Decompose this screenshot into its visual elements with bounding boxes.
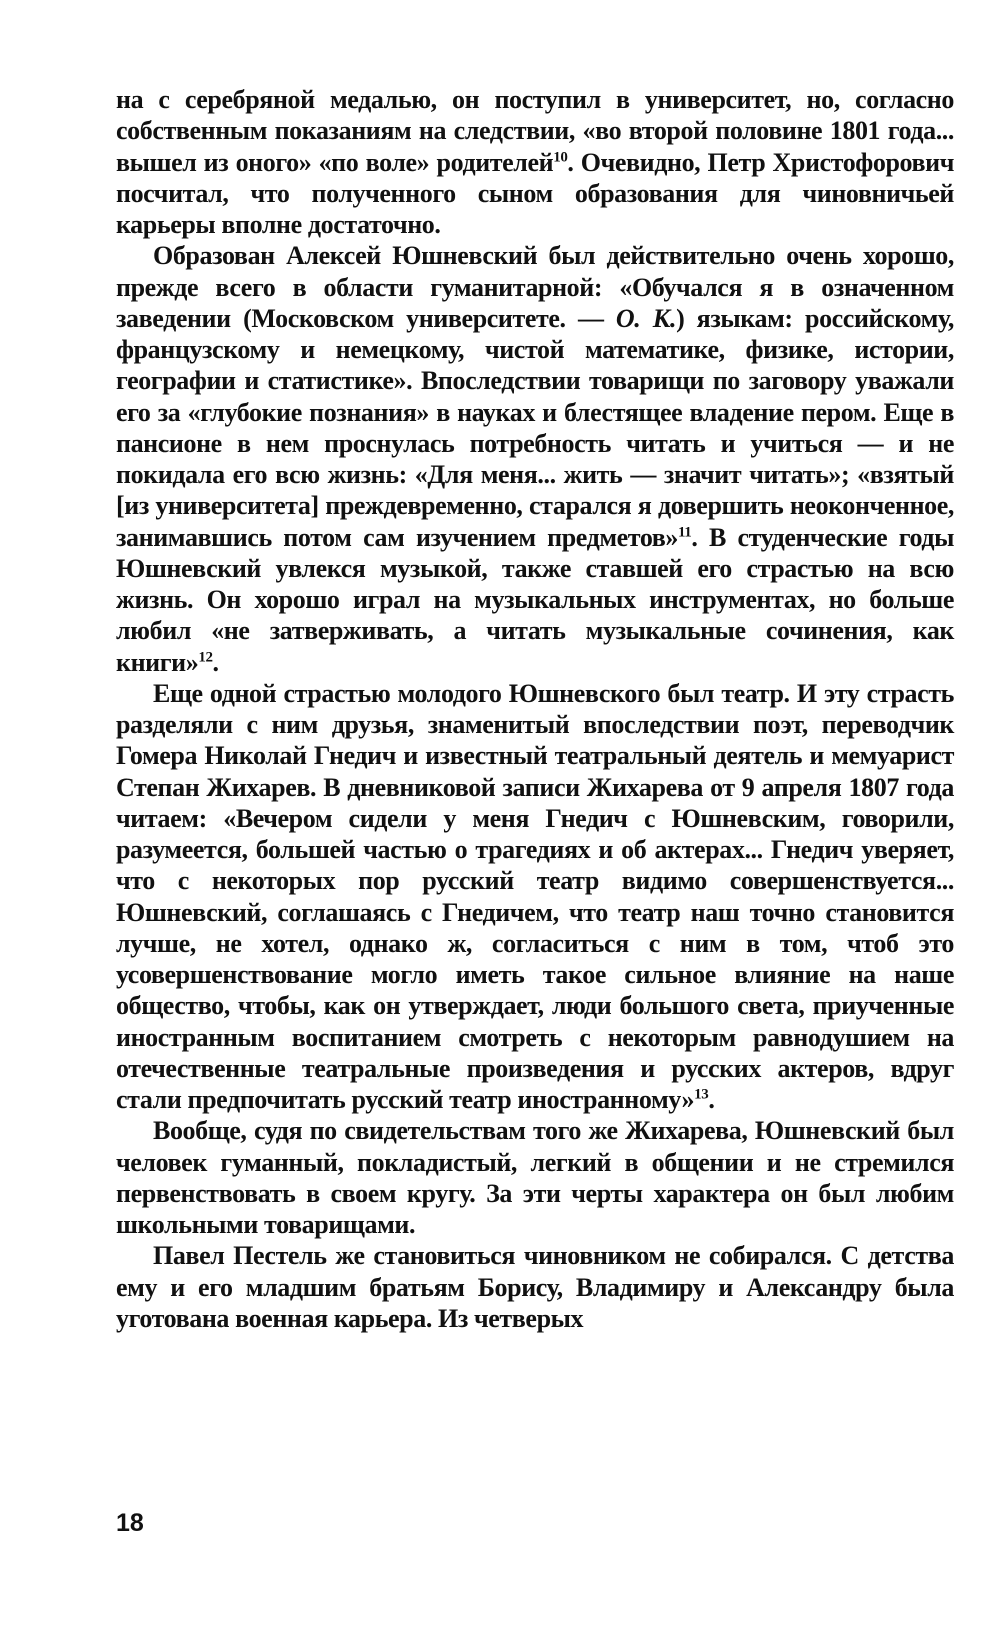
footnote-ref-11: 11 — [678, 523, 692, 540]
text-run: Еще одной страстью молодого Юшневского был театр. И эту страсть разделяли с ним друзья, знаменитый впоследствии поэт, переводчик Гомера Николай Гнедич и известный театральный деятель и мемуарист Степан Жихарев. В дневниковой записи Жихарева от 9 апреля 1807 года читаем: «Вечером сидели у меня Гнедич с Юшневским, говорили, разумеется, большей частью о трагедиях и об актерах... Гнедич уверяет, что с некоторых пор русский театр видимо совершенствуется... Юшневский, соглашаясь с Гнедичем, что театр наш точно становится лучше, не хотел, однако ж, согласиться с ним в том, чтоб это усовершенствование могло иметь такое сильное влияние на наше общество, чтобы, как он утверждает, люди большого света, приученные иностранным воспитанием смотреть с некоторым равнодушием на отечественные театральные произведения и русских актеров, вдруг стали предпочитать русский театр иностранному» — [116, 678, 954, 1114]
text-run: Павел Пестель же становиться чиновником не собирался. С детства ему и его младшим братьям Борису, Владимиру и Александру была уготована военная карьера. Из четверых — [116, 1241, 954, 1333]
paragraph-3 — [116, 678, 954, 1116]
author-initials: О. К. — [615, 303, 677, 333]
text-run: . Очевидно, Петр Христофорович посчитал, что полученного сыном образования для чиновничьей карьеры вполне достаточно. — [116, 147, 954, 239]
text-run: на с серебряной медалью, он поступил в университет, но, согласно собственным показаниям на следствии, «во второй половине 1801 года... вышел из оного» «по воле» родителей — [116, 85, 954, 177]
paragraph-4 — [116, 1115, 954, 1240]
paragraph-2 — [116, 240, 954, 678]
footnote-ref-13: 13 — [694, 1086, 709, 1103]
text-run: . — [708, 1085, 715, 1114]
text-run: Образован Алексей Юшневский был действительно очень хорошо, прежде всего в области гуманитарной: «Обучался я в означенном заведении (Московском университете. — — [116, 241, 954, 333]
text-run: Вообще, судя по свидетельствам того же Жихарева, Юшневский был человек гуманный, покладистый, легкий в общении и не стремился первенствовать в своем кругу. За эти черты характера он был любим школьными товарищами. — [116, 1116, 954, 1239]
text-run: . — [212, 647, 219, 677]
text-run: ) языкам: российскому, французскому и немецкому, чистой математике, физике, истории, географии и статистике». Впоследствии товарищи по заговору уважали его за «глубокие познания» в науках и блестящее владение пером. Еще в пансионе в нем проснулась потребность читать и учиться — и не покидала его всю жизнь: «Для меня... жить — значит читать»; «взятый [из университета] преждевременно, старался я довершить неоконченное, занимавшись потом сам изучением предметов» — [116, 303, 954, 552]
body-text — [116, 84, 954, 1334]
page-number: 18 — [116, 1509, 144, 1537]
footnote-ref-10: 10 — [553, 148, 568, 165]
paragraph-5 — [116, 1240, 954, 1334]
paragraph-1 — [116, 84, 954, 240]
text-run: . В студенческие годы Юшневский увлекся музыкой, также ставшей его страстью на всю жизнь. Он хорошо играл на музыкальных инструментах, но больше любил «не затверживать, а читать музыкальные сочинения, как книги» — [116, 522, 954, 677]
footnote-ref-12: 12 — [198, 648, 213, 665]
